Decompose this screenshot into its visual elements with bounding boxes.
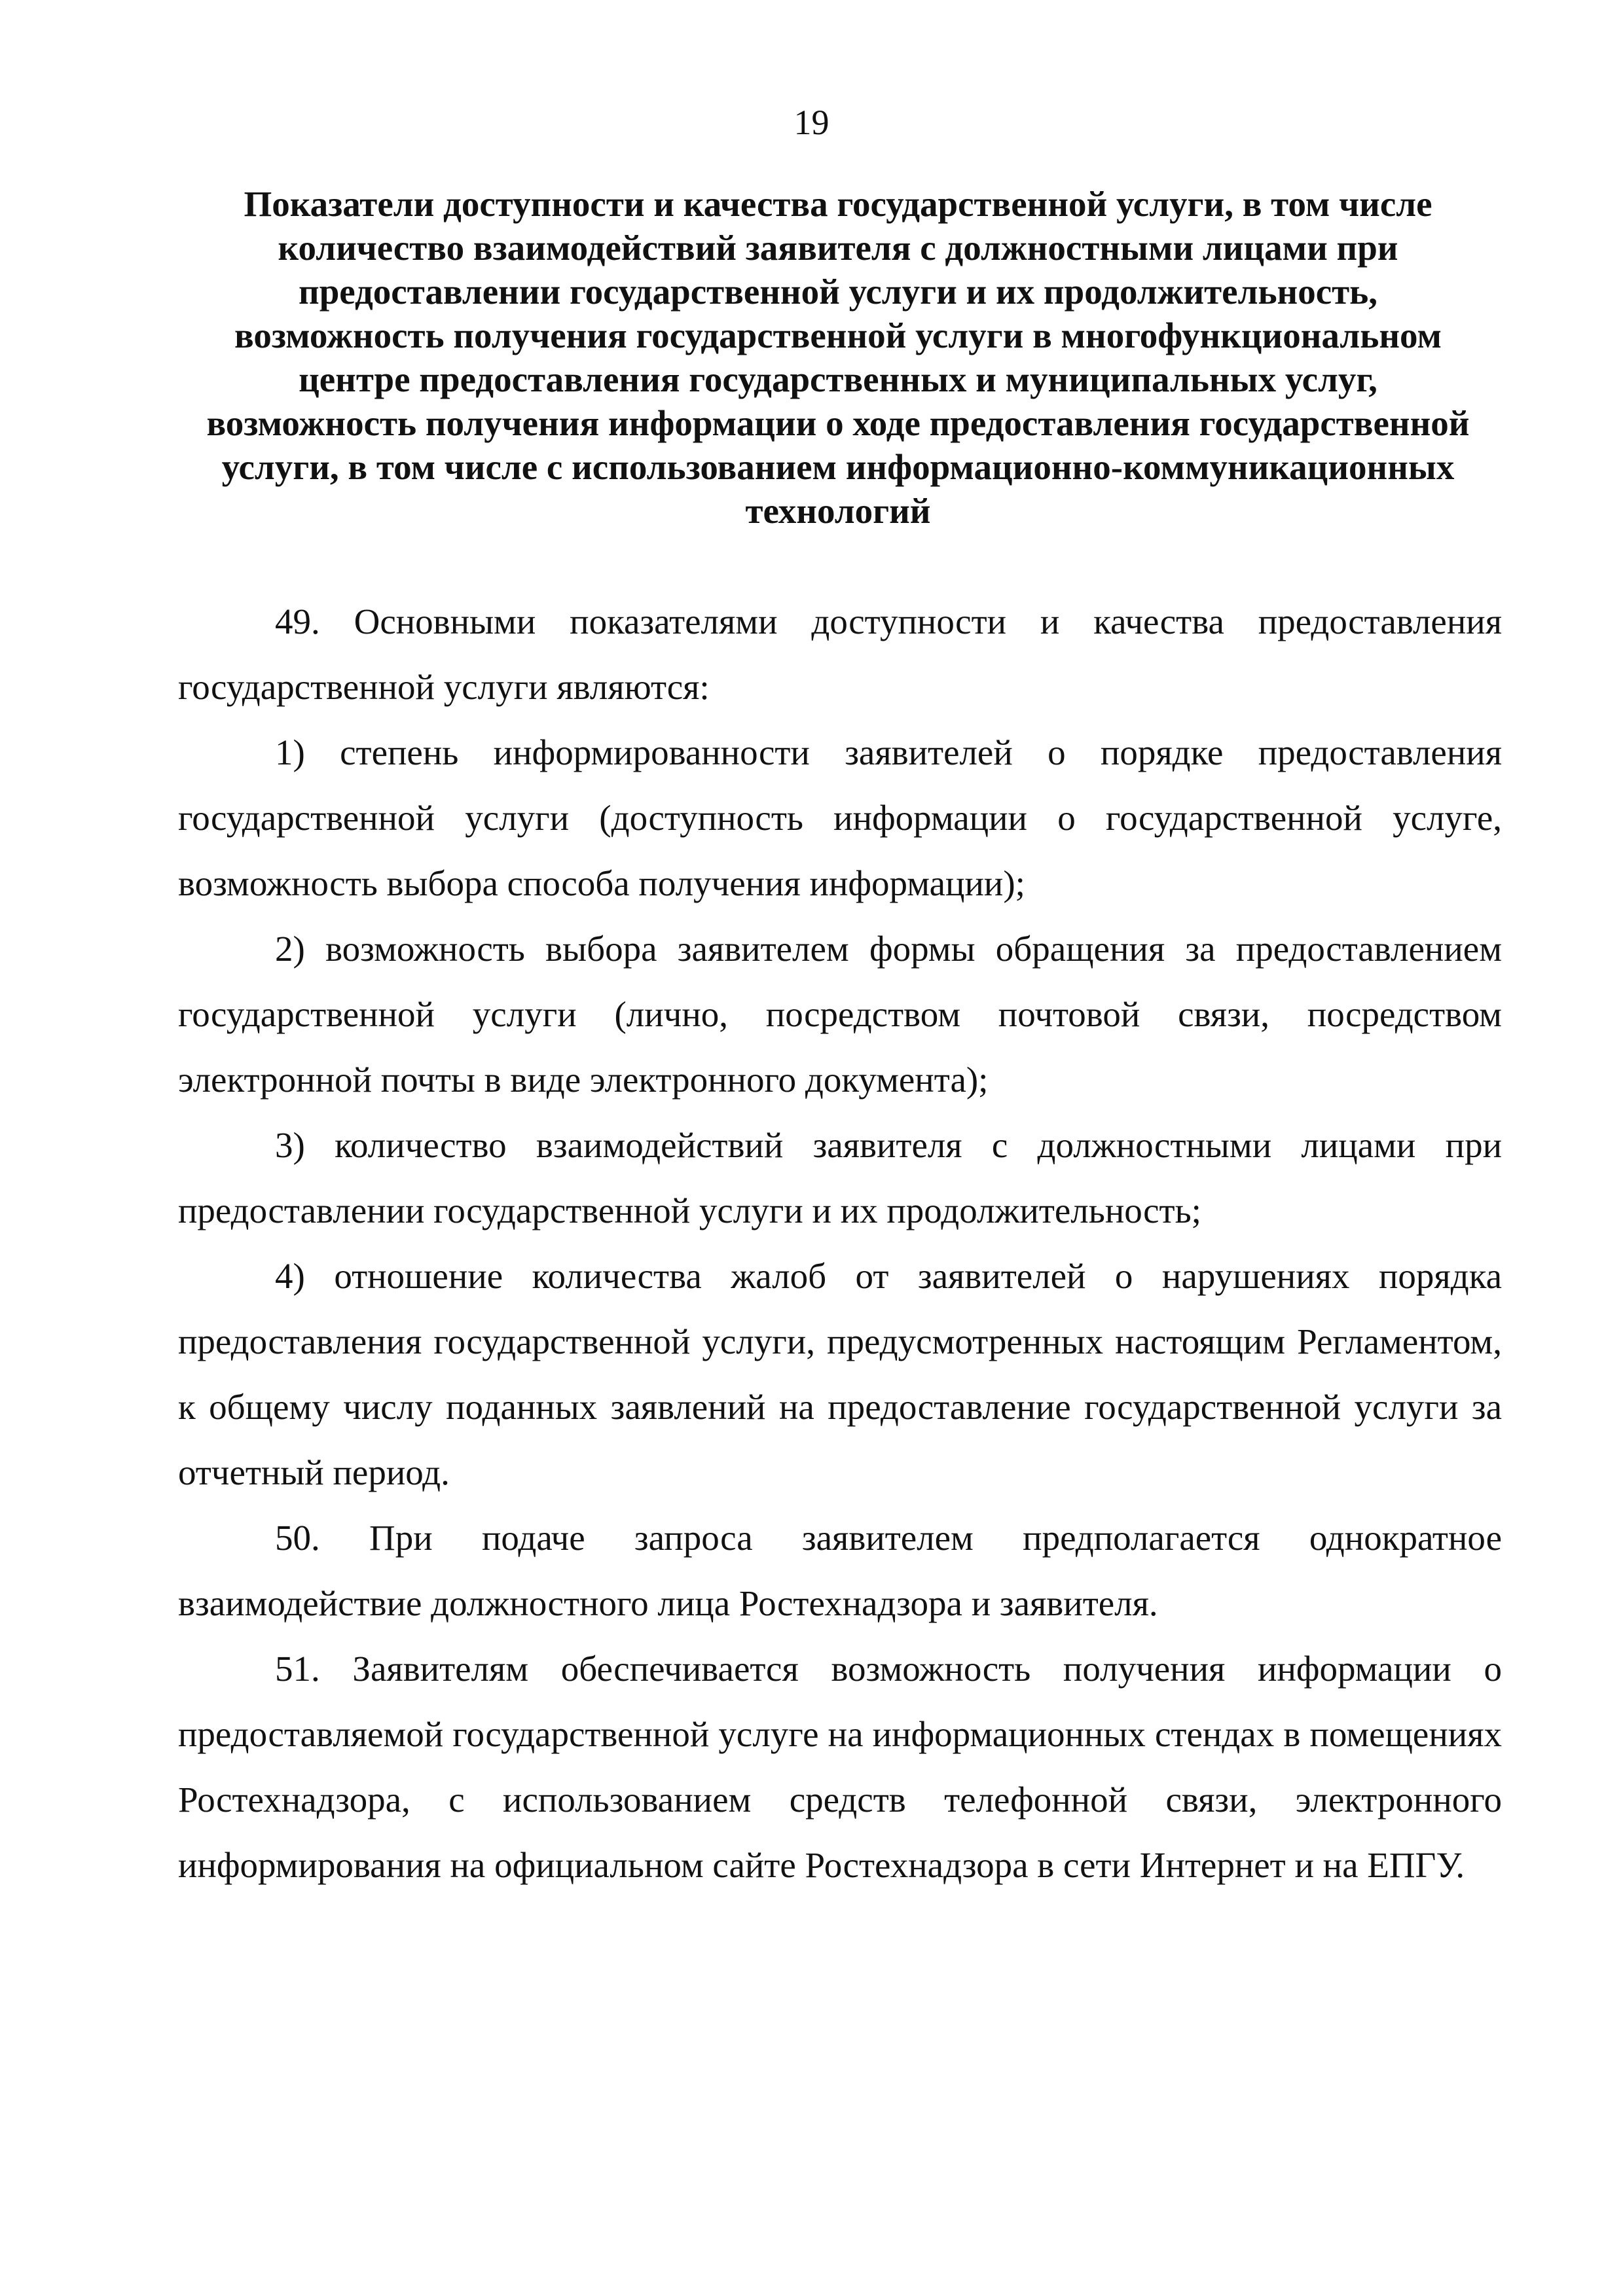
list-item-1: 1) степень информированности заявителей о порядке предоставления государственной услуги (доступность информации о государственной услуге, возможность выбора способа получения информации); xyxy=(178,732,1502,903)
paragraph-50: 50. При подаче запроса заявителем предполагается однократное взаимодействие должностного лица Ростехнадзора и заявителя. xyxy=(178,1518,1502,1623)
paragraph-51: 51. Заявителям обеспечивается возможность получения информации о предоставляемой государственной услуге на информационных стендах в помещениях Ростехнадзора, с использованием средств телефонной связи, электронного информирования на официальном сайте Ростехнадзора в сети Интернет и на ЕПГУ. xyxy=(178,1649,1502,1885)
paragraph-49: 49. Основными показателями доступности и качества предоставления государственной услуги являются: xyxy=(178,601,1502,707)
section-heading: Показатели доступности и качества государственной услуги, в том числе количество взаимодействий заявителя с должностными лицами при предоставлении государственной услуги и их продолжительность, возможность получения государственной услуги в многофункциональном центре предоставления государственных и муниципальных услуг, возможность получения информации о ходе предоставления государственной услуги, в том числе с использованием информационно-коммуникационных технологий xyxy=(206,184,1470,531)
list-item-2: 2) возможность выбора заявителем формы обращения за предоставлением государственной услуги (лично, посредством почтовой связи, посредством электронной почты в виде электронного документа); xyxy=(178,929,1502,1100)
list-item-4: 4) отношение количества жалоб от заявителей о нарушениях порядка предоставления государственной услуги, предусмотренных настоящим Регламентом, к общему числу поданных заявлений на предоставление государственной услуги за отчетный период. xyxy=(178,1256,1502,1492)
page-number: 19 xyxy=(793,103,830,142)
document-body xyxy=(178,589,1502,1898)
list-item-3: 3) количество взаимодействий заявителя с должностными лицами при предоставлении государственной услуги и их продолжительность; xyxy=(178,1125,1502,1230)
